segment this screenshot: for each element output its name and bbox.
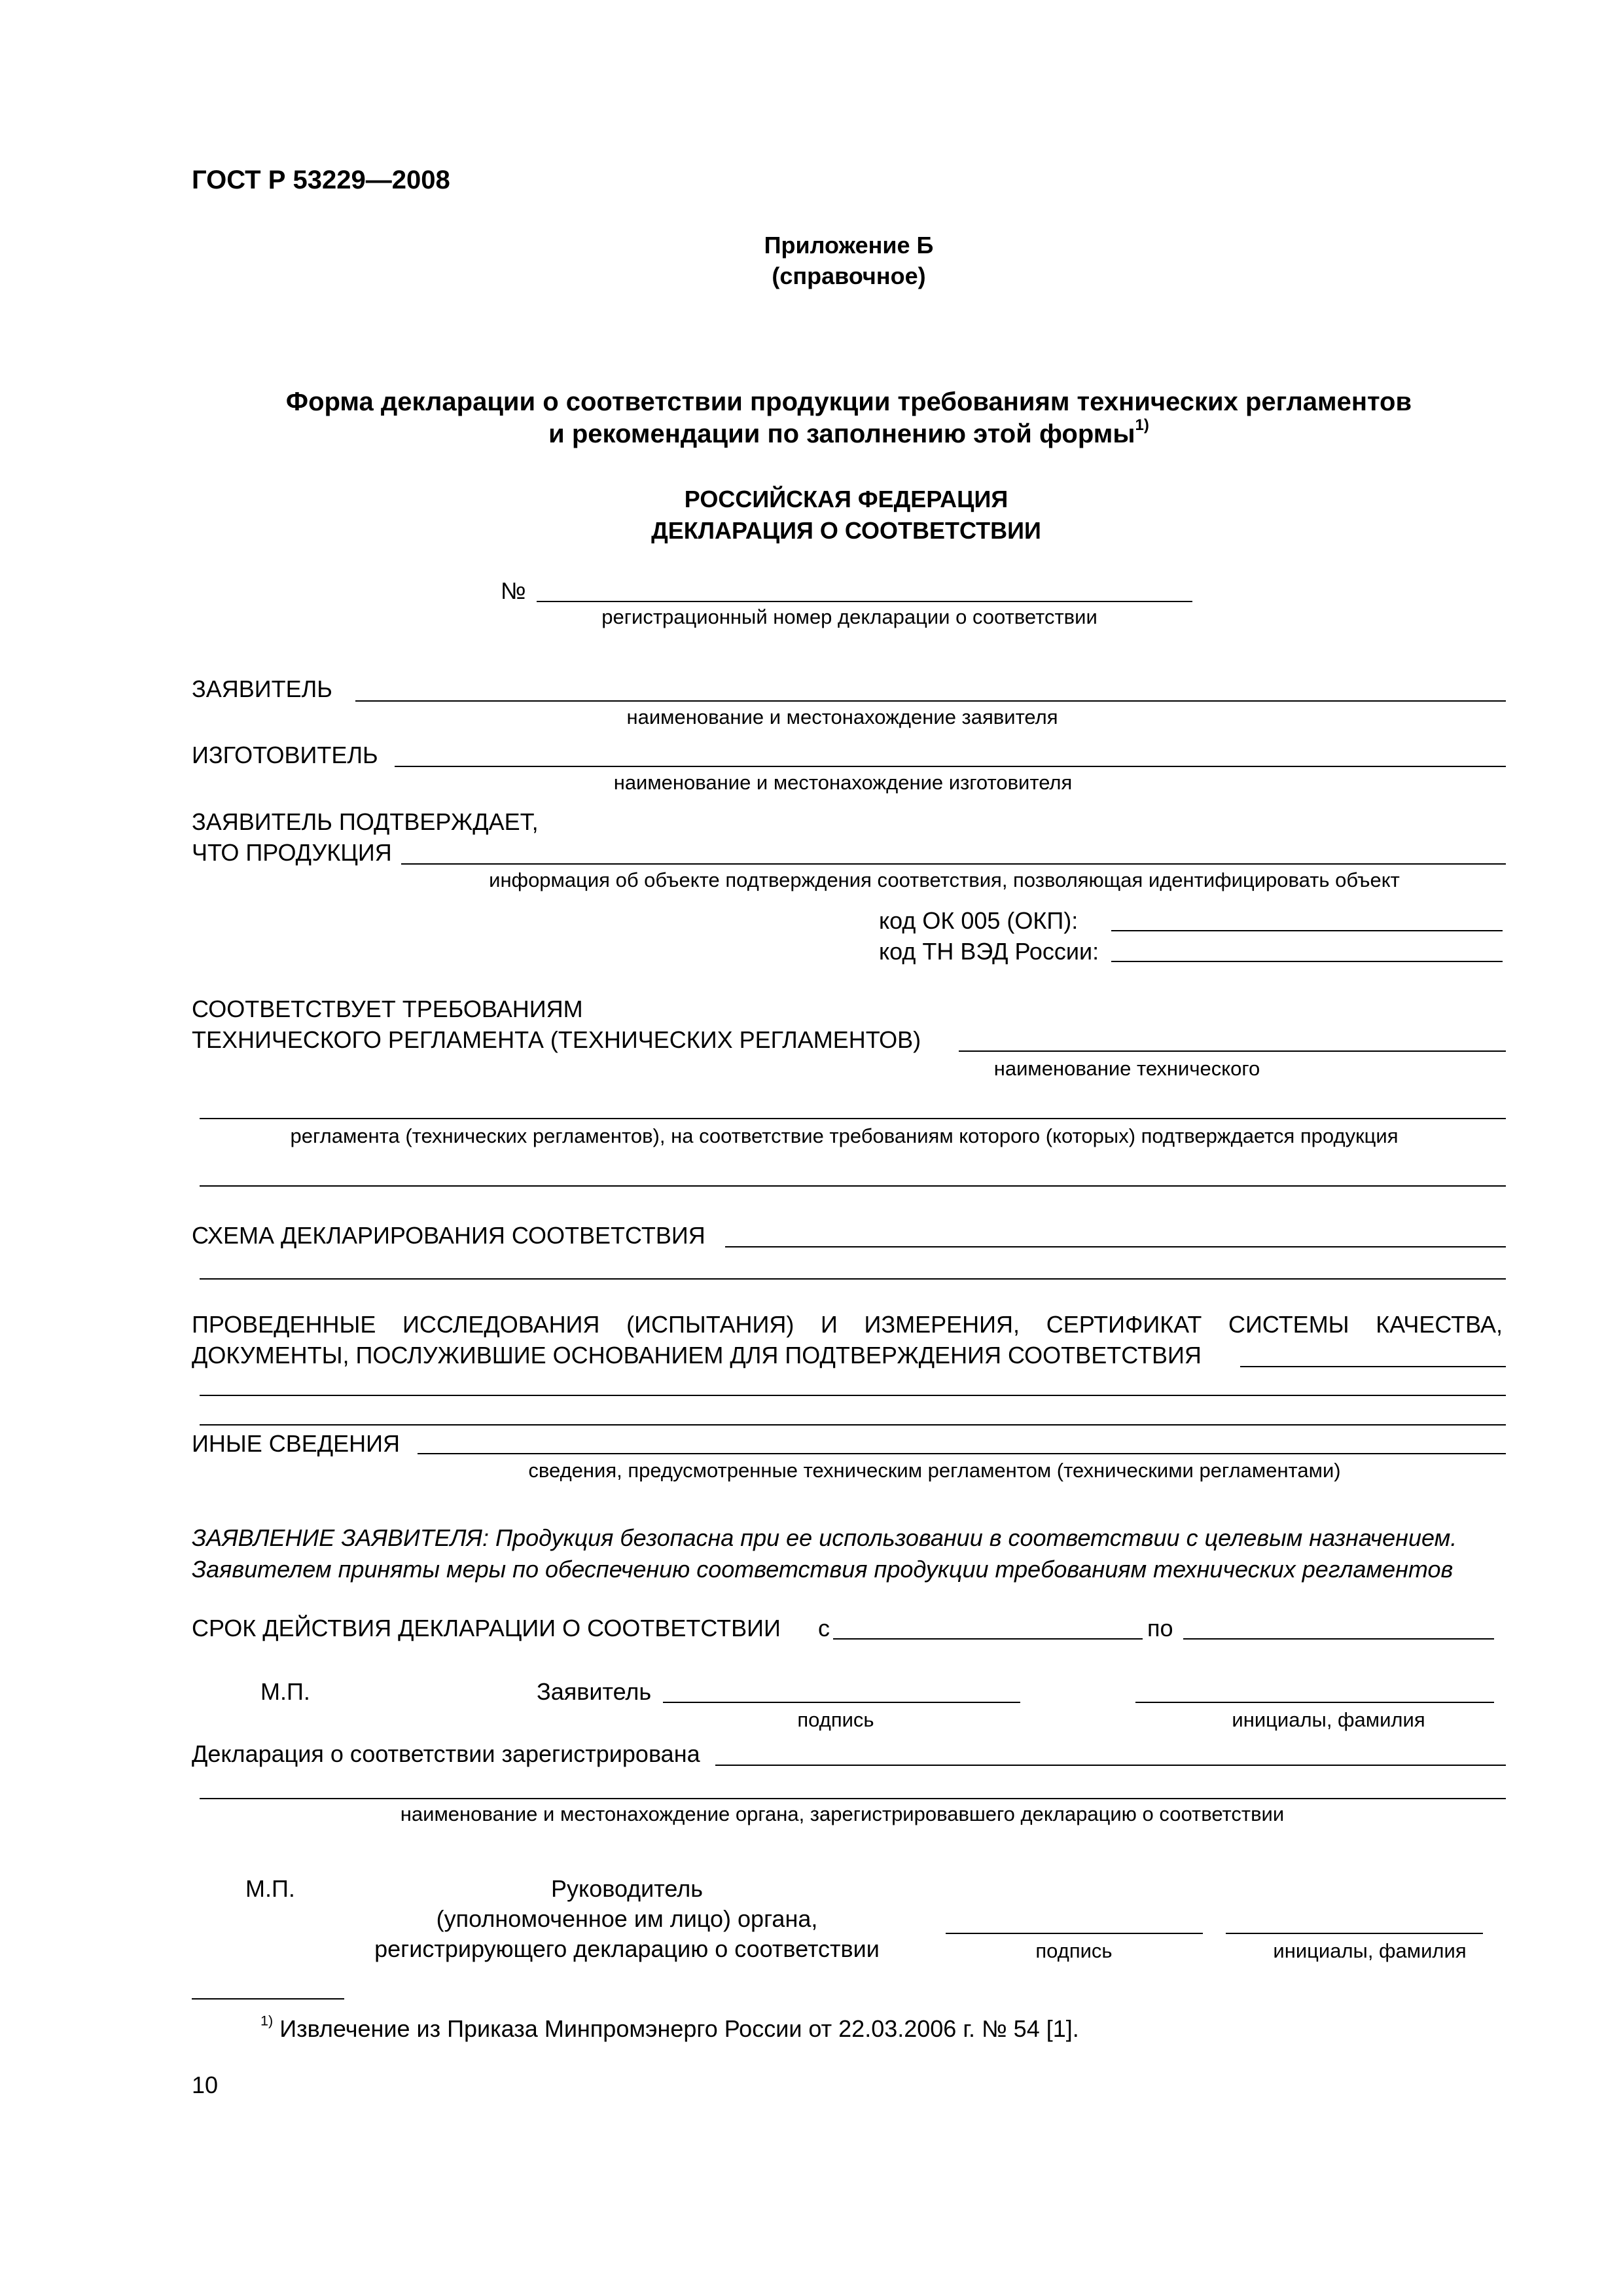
head-role-line2: (уполномоченное им лицо) органа, [436,1905,818,1932]
other-info-caption: сведения, предусмотренные техническим регламентом (техническими регламентами) [528,1459,1341,1482]
applicant-signature-line[interactable] [663,1702,1020,1703]
head-signature-line[interactable] [946,1933,1203,1934]
regulation-label-line2: ТЕХНИЧЕСКОГО РЕГЛАМЕНТА (ТЕХНИЧЕСКИХ РЕГЛАМЕНТОВ) [192,1026,921,1053]
product-label-line1: ЗАЯВИТЕЛЬ ПОДТВЕРЖДАЕТ, [192,808,539,835]
product-label-line2: ЧТО ПРОДУКЦИЯ [192,839,392,866]
footnote-text: Извлечение из Приказа Минпромэнерго России от 22.03.2006 г. № 54 [1]. [279,2015,1079,2042]
manufacturer-caption: наименование и местонахождение изготовителя [613,771,1073,794]
head-role-line3: регистрирующего декларацию о соответствии [374,1935,880,1962]
form-title-line2 [548,416,1149,448]
applicant-statement-line2: Заявителем приняты меры по обеспечению соответствия продукции требованиям технических регламентов [192,1556,1454,1583]
form-title-line1: Форма декларации о соответствии продукции требованиям технических регламентов [285,387,1412,416]
applicant-label: ЗАЯВИТЕЛЬ [192,675,332,702]
number-sign: № [501,577,526,604]
validity-from-label: с [818,1615,830,1641]
head-name-caption: инициалы, фамилия [1273,1939,1467,1962]
applicant-caption: наименование и местонахождение заявителя [626,706,1058,728]
head-signature-caption: подпись [1035,1939,1113,1962]
registration-field-line[interactable] [715,1765,1506,1766]
head-name-line[interactable] [1226,1933,1483,1934]
product-field-line[interactable] [401,863,1506,865]
regulation-field-line-3[interactable] [200,1185,1506,1187]
footnote-separator [192,1998,344,2000]
scheme-label: СХЕМА ДЕКЛАРИРОВАНИЯ СООТВЕТСТВИЯ [192,1222,705,1249]
applicant-statement-line1: ЗАЯВЛЕНИЕ ЗАЯВИТЕЛЯ: Продукция безопасна при ее использовании в соответствии с целевым назначением. [192,1524,1457,1551]
applicant-name-caption: инициалы, фамилия [1232,1708,1425,1731]
regulation-label-line1: СООТВЕТСТВУЕТ ТРЕБОВАНИЯМ [192,996,583,1022]
country-name: РОССИЙСКАЯ ФЕДЕРАЦИЯ [684,486,1008,512]
product-caption: информация об объекте подтверждения соответствия, позволяющая идентифицировать объект [489,869,1400,891]
validity-to-field-line[interactable] [1183,1638,1494,1640]
regulation-caption-2: регламента (технических регламентов), на соответствие требованиям которого (которых) подтверждается продукция [290,1124,1399,1147]
registration-label: Декларация о соответствии зарегистрирована [192,1740,700,1767]
seal-label-1: М.П. [260,1678,310,1705]
research-field-line-3[interactable] [200,1424,1506,1426]
research-field-line[interactable] [1240,1366,1506,1367]
head-role-line1: Руководитель [551,1875,703,1902]
regulation-field-line[interactable] [959,1050,1506,1052]
standard-number: ГОСТ Р 53229—2008 [192,166,450,194]
declaration-heading: ДЕКЛАРАЦИЯ О СООТВЕТСТВИИ [651,517,1041,544]
page-number: 10 [192,2072,219,2098]
number-field-line[interactable] [537,601,1192,602]
manufacturer-field-line[interactable] [395,766,1506,767]
research-label-line1: ПРОВЕДЕННЫЕ ИССЛЕДОВАНИЯ (ИСПЫТАНИЯ) И ИЗМЕРЕНИЯ, СЕРТИФИКАТ СИСТЕМЫ КАЧЕСТВА, [192,1311,1503,1338]
scheme-field-line-2[interactable] [200,1278,1506,1280]
seal-label-2: М.П. [245,1875,295,1902]
number-caption: регистрационный номер декларации о соответствии [601,605,1097,628]
validity-label: СРОК ДЕЙСТВИЯ ДЕКЛАРАЦИИ О СООТВЕТСТВИИ [192,1615,781,1641]
applicant-field-line[interactable] [355,700,1506,702]
other-info-field-line[interactable] [418,1453,1506,1454]
tnved-code-label: код ТН ВЭД России: [879,938,1099,965]
annex-title: Приложение Б [764,232,934,259]
form-title-text: и рекомендации по заполнению этой формы [548,420,1135,448]
research-label-line2: ДОКУМЕНТЫ, ПОСЛУЖИВШИЕ ОСНОВАНИЕМ ДЛЯ ПОДТВЕРЖДЕНИЯ СООТВЕТСТВИЯ [192,1342,1202,1369]
okp-code-field-line[interactable] [1111,930,1503,931]
registration-caption: наименование и местонахождение органа, зарегистрировавшего декларацию о соответствии [400,1803,1285,1825]
applicant-sign-role: Заявитель [537,1678,652,1705]
applicant-signature-caption: подпись [797,1708,874,1731]
okp-code-label: код ОК 005 (ОКП): [879,907,1079,934]
regulation-field-line-2[interactable] [200,1118,1506,1119]
tnved-code-field-line[interactable] [1111,961,1503,962]
registration-field-line-2[interactable] [200,1798,1506,1799]
research-field-line-2[interactable] [200,1395,1506,1396]
validity-from-field-line[interactable] [833,1638,1143,1640]
scheme-field-line[interactable] [725,1246,1506,1247]
other-info-label: ИНЫЕ СВЕДЕНИЯ [192,1430,401,1457]
footnote-mark: 1) [260,2012,274,2029]
footnote [260,2012,1079,2042]
footnote-reference: 1) [1135,416,1149,434]
annex-type: (справочное) [772,262,926,289]
applicant-name-line[interactable] [1135,1702,1494,1703]
validity-to-label: по [1147,1615,1173,1641]
regulation-caption-1: наименование технического [993,1057,1260,1080]
manufacturer-label: ИЗГОТОВИТЕЛЬ [192,742,378,768]
